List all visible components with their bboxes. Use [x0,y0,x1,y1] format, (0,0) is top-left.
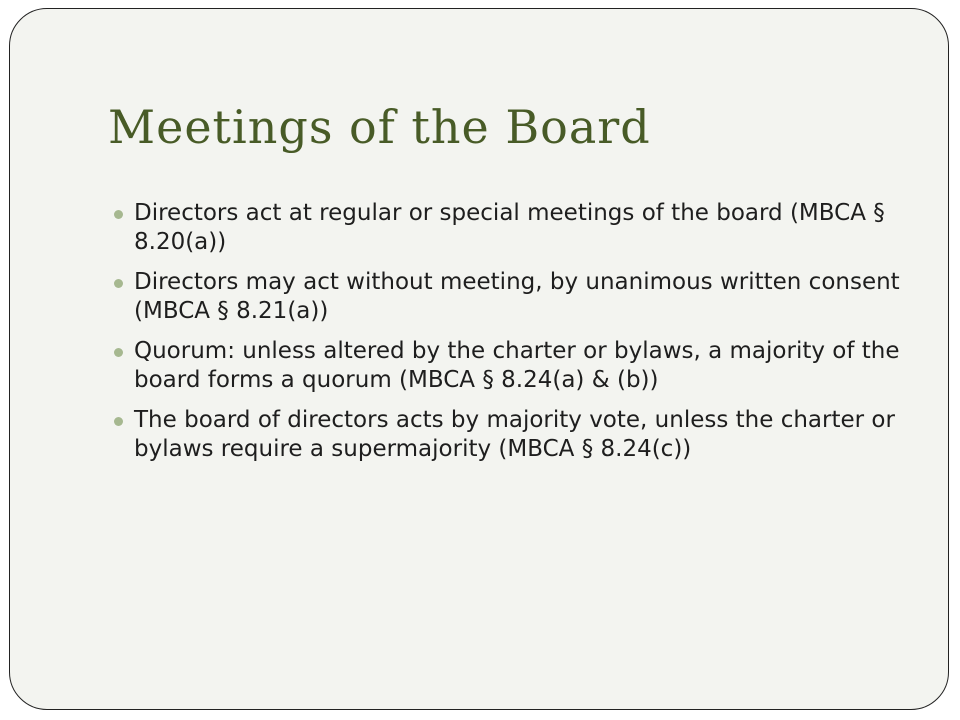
bullet-text: The board of directors acts by majority vote, unless the charter or bylaws require a supermajority (MBCA § 8.24(c)) [134,407,895,462]
bullet-text: Directors may act without meeting, by unanimous written consent (MBCA § 8.21(a)) [134,269,900,324]
bullet-text: Directors act at regular or special meetings of the board (MBCA § 8.20(a)) [134,200,885,255]
bullet-text: Quorum: unless altered by the charter or bylaws, a majority of the board forms a quorum (MBCA § 8.24(a) & (b)) [134,338,900,393]
slide [9,8,949,710]
slide-title: Meetings of the Board [108,100,651,154]
bullet-item [110,406,900,464]
bullet-list [110,199,900,475]
bullet-dot-icon [114,279,123,288]
bullet-item [110,337,900,395]
bullet-dot-icon [114,210,123,219]
bullet-item [110,268,900,326]
bullet-item [110,199,900,257]
bullet-dot-icon [114,348,123,357]
bullet-dot-icon [114,417,123,426]
